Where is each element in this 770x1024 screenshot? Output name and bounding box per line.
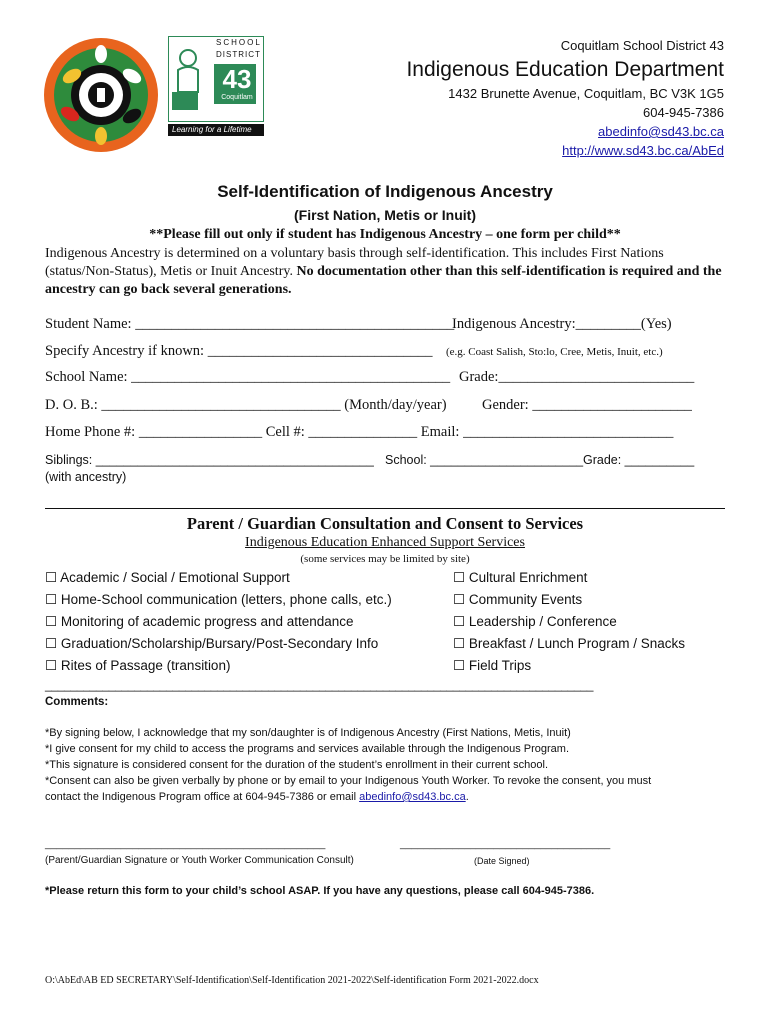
siblings-field[interactable]: Siblings: ________________________________________ [45,453,374,467]
sibling-school-field[interactable]: School: ______________________ [385,453,584,467]
school-name-field[interactable]: School Name: ____________________________________________ [45,369,451,385]
contact-suffix: . [465,791,469,803]
service-monitoring[interactable] [45,614,354,630]
page-subtitle: (First Nation, Metis or Inuit) [294,207,476,223]
consent-note: (some services may be limited by site) [300,553,470,565]
intro-paragraph [45,245,725,299]
department-name: Indigenous Education Department [406,58,724,81]
specify-ancestry-hint: (e.g. Coast Salish, Sto:lo, Cree, Metis, Inuit, etc.) [446,346,663,358]
checkbox[interactable]: ☐ [45,614,58,629]
service-rites[interactable] [45,658,230,674]
checkbox[interactable]: ☐ [453,570,466,585]
website-row [562,143,724,158]
consent-statement: *By signing below, I acknowledge that my son/daughter is of Indigenous Ancestry (First Nations, Metis, Inuit) [45,727,571,739]
checkbox[interactable]: ☐ [453,636,466,651]
email-link[interactable]: abedinfo@sd43.bc.ca [598,124,724,139]
page-title: Self-Identification of Indigenous Ancestry [217,182,553,201]
instruction: **Please fill out only if student has Indigenous Ancestry – one form per child** [149,227,621,242]
service-breakfast[interactable] [453,636,685,652]
service-label: Graduation/Scholarship/Bursary/Post-Secondary Info [60,636,379,651]
checkbox[interactable]: ☐ [453,592,466,607]
service-label: Academic / Social / Emotional Support [60,570,290,585]
contact-field[interactable]: Home Phone #: _________________ Cell #: _______________ Email: _____________________________ [45,424,674,440]
logo-tagline-text: Learning for a Lifetime [172,125,252,134]
service-label: Leadership / Conference [468,614,617,629]
district-name: Coquitlam School District 43 [560,38,724,53]
email-row [598,124,724,139]
checkbox[interactable]: ☐ [45,636,58,651]
sibling-grade-field[interactable]: Grade: __________ [583,453,695,467]
logo-district-text: DISTRICT [216,50,261,59]
service-leadership[interactable] [453,614,617,630]
consent-statement: *Consent can also be given verbally by phone or by email to your Indigenous Youth Worker. To revoke the consent, you must [45,775,652,787]
consent-contact-line [45,791,469,803]
logo-school-text: SCHOOL [216,38,262,47]
consent-heading: Parent / Guardian Consultation and Consent to Services [186,514,584,533]
student-name-field[interactable]: Student Name: ____________________________________________ [45,316,455,332]
logo-number-text: 43 [222,64,252,94]
contact-prefix: contact the Indigenous Program office at 604-945-7386 or email [45,791,360,803]
return-note: *Please return this form to your child’s school ASAP. If you have any questions, please call 604-945-7386. [45,885,595,897]
signature-line[interactable]: ________________________________________________ [45,838,326,850]
service-field-trips[interactable] [453,658,531,674]
school-district-43-logo [168,36,264,136]
specify-ancestry-field[interactable]: Specify Ancestry if known: _______________________________ [45,343,433,359]
checkbox[interactable]: ☐ [453,658,466,673]
service-label: Community Events [468,592,583,607]
grade-field[interactable]: Grade:___________________________ [459,369,695,385]
checkbox[interactable]: ☐ [45,592,58,607]
footer-file-path: O:\AbEd\AB ED SECRETARY\Self-Identification\Self-Identification 2021-2022\Self-identification Form 2021-2022.docx [45,975,539,986]
service-graduation[interactable] [45,636,378,652]
with-ancestry-label: (with ancestry) [45,470,127,484]
checkbox[interactable]: ☐ [45,570,58,585]
service-label: Field Trips [468,658,532,673]
logo-city-text: Coquitlam [221,94,253,101]
service-label: Breakfast / Lunch Program / Snacks [468,636,685,651]
signature-label: (Parent/Guardian Signature or Youth Worker Communication Consult) [45,855,354,866]
date-line[interactable]: ____________________________________ [400,838,611,850]
service-academic[interactable] [45,570,290,586]
contact-email-link[interactable]: abedinfo@sd43.bc.ca [359,791,466,803]
service-label: Rites of Passage (transition) [60,658,231,673]
service-cultural[interactable] [453,570,587,586]
consent-statement: *This signature is considered consent for the duration of the student’s enrollment in their current school. [45,759,549,771]
service-home-school[interactable] [45,592,392,608]
website-link[interactable]: http://www.sd43.bc.ca/AbEd [562,143,724,158]
address: 1432 Brunette Avenue, Coquitlam, BC V3K 1G5 [448,86,724,101]
service-label: Home-School communication (letters, phone calls, etc.) [60,592,392,607]
comments-label[interactable]: Comments: [45,696,109,708]
intro-text: Indigenous Ancestry is determined on a voluntary basis through self-identification. This includes First Nations (status/Non-Status), Metis or Inuit Ancestry. [45,246,664,279]
ancestry-field[interactable]: Indigenous Ancestry:_________(Yes) [452,316,672,332]
intro-bold: No documentation other than this self-identification is required and the ancestry can go back several generations. [45,264,722,297]
phone: 604-945-7386 [643,105,724,120]
service-community[interactable] [453,592,582,608]
section-divider [45,508,725,509]
checkbox[interactable]: ☐ [45,658,58,673]
date-label: (Date Signed) [474,856,530,866]
consent-statement: *I give consent for my child to access the programs and services available through the Indigenous Program. [45,743,569,755]
checkbox[interactable]: ☐ [453,614,466,629]
service-label: Cultural Enrichment [468,570,588,585]
gender-field[interactable]: Gender: ______________________ [482,397,692,413]
service-label: Monitoring of academic progress and attendance [60,614,354,629]
consent-subheading: Indigenous Education Enhanced Support Services [245,535,525,550]
comments-divider-line: ______________________________________________________________________________________ [45,678,594,692]
indigenous-education-logo [42,36,160,154]
dob-field[interactable]: D. O. B.: _________________________________ (Month/day/year) [45,397,447,413]
